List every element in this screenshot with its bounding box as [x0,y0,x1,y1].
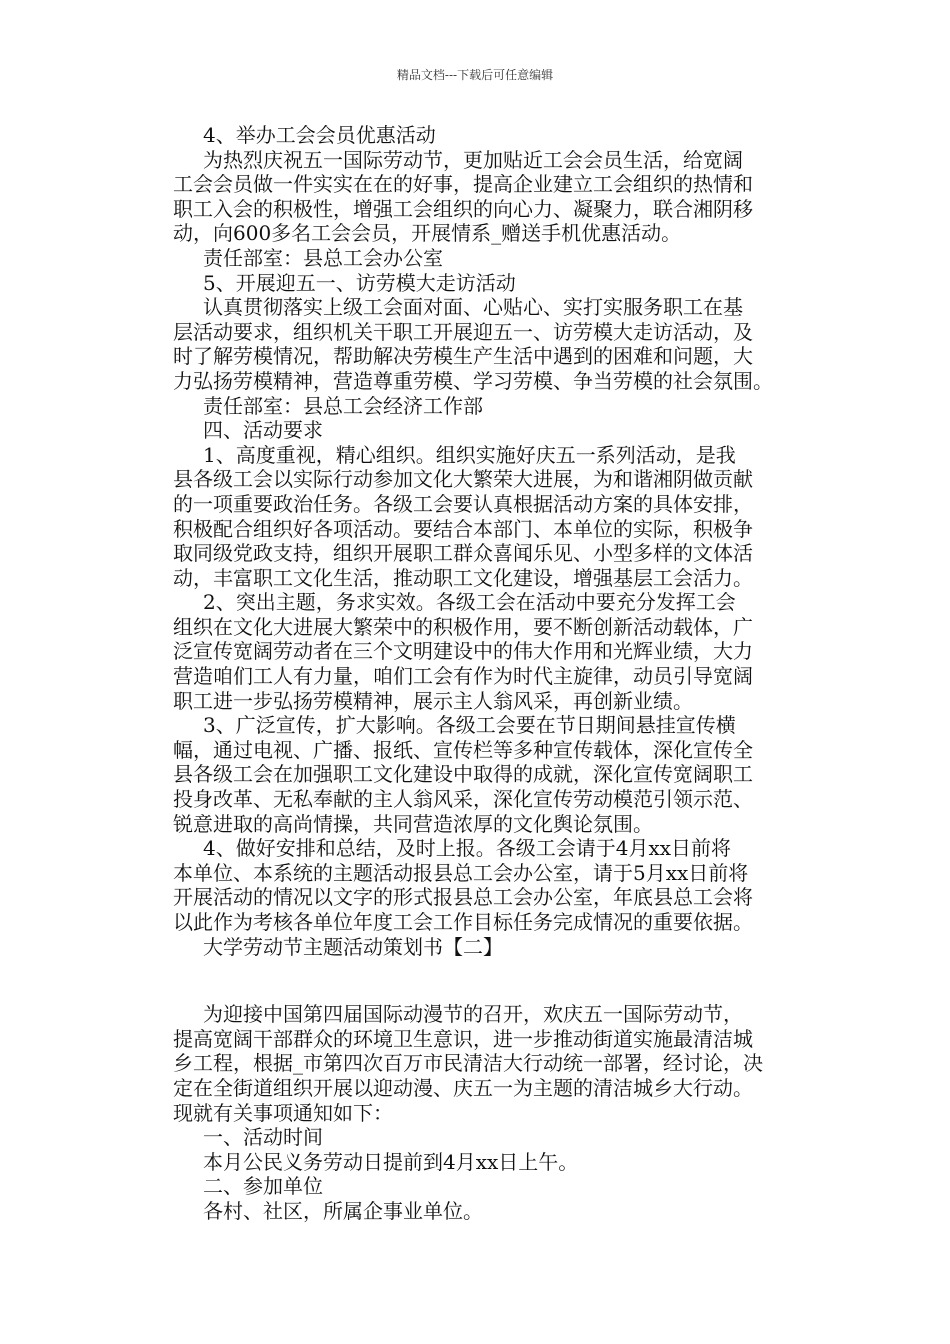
text-line: 开展活动的情况以文字的形式报县总工会办公室，年底县总工会将 [173,885,753,910]
paragraph-gap [173,959,807,1002]
text-line: 本单位、本系统的主题活动报县总工会办公室，请于5月xx日前将 [173,860,749,885]
text-line: 投身改革、无私奉献的主人翁风采，深化宣传劳动模范引领示范、 [173,787,753,812]
text-line: 动，向600多名工会会员，开展情系_赠送手机优惠活动。 [173,221,682,246]
text-line: 现就有关事项通知如下： [173,1100,393,1125]
text-line: 组织在文化大进展大繁荣中的积极作用，要不断创新活动载体，广 [173,614,753,639]
text-line: 动，丰富职工文化生活，推动职工文化建设，增强基层工会活力。 [173,565,753,590]
text-line: 营造咱们工人有力量，咱们工会有作为时代主旋律，动员引导宽阔 [173,664,753,689]
text-line: 4、举办工会会员优惠活动 [203,123,436,147]
text-line: 认真贯彻落实上级工会面对面、心贴心、实打实服务职工在基 [203,295,743,320]
text-line: 锐意进取的高尚情操，共同营造浓厚的文化舆论氛围。 [173,811,653,836]
text-line: 职工入会的积极性，增强工会组织的向心力、凝聚力，联合湘阴移 [173,196,753,221]
text-line: 层活动要求，组织机关干职工开展迎五一、访劳模大走访活动，及 [173,319,753,344]
text-line: 乡工程，根据_市第四次百万市民清洁大行动统一部署，经讨论，决 [173,1051,763,1076]
text-line: 4、做好安排和总结，及时上报。各级工会请于4月xx日前将 [203,836,732,861]
text-line: 提高宽阔干部群众的环境卫生意识，进一步推动街道实施最清洁城 [173,1026,753,1051]
text-line: 定在全街道组织开展以迎动漫、庆五一为主题的清洁城乡大行动。 [173,1075,753,1100]
text-line: 积极配合组织好各项活动。要结合本部门、本单位的实际，积极争 [173,516,753,541]
text-line: 为迎接中国第四届国际动漫节的召开，欢庆五一国际劳动节， [203,1002,743,1027]
text-line: 为热烈庆祝五一国际劳动节，更加贴近工会会员生活，给宽阔 [203,147,743,172]
text-line: 力弘扬劳模精神，营造尊重劳模、学习劳模、争当劳模的社会氛围。 [173,368,773,393]
text-line: 时了解劳模情况，帮助解决劳模生产生活中遇到的困难和问题，大 [173,344,753,369]
text-line: 各村、社区，所属企事业单位。 [203,1198,483,1223]
text-line: 的一项重要政治任务。各级工会要认真根据活动方案的具体安排， [173,491,753,516]
document-body [173,123,807,1224]
section-title: 大学劳动节主题活动策划书【二】 [203,934,503,959]
text-line: 3、广泛宣传，扩大影响。各级工会要在节日期间悬挂宣传横 [203,713,736,738]
page-header: 精品文档---下载后可任意编辑 [396,68,554,82]
text-line: 工会会员做一件实实在在的好事，提高企业建立工会组织的热情和 [173,172,753,197]
text-line: 责任部室：县总工会经济工作部 [203,393,483,418]
text-line: 幅，通过电视、广播、报纸、宣传栏等多种宣传载体，深化宣传全 [173,737,753,762]
text-line: 1、高度重视，精心组织。组织实施好庆五一系列活动，是我 [203,442,736,467]
text-line: 本月公民义务劳动日提前到4月xx日上午。 [203,1149,579,1174]
text-line: 二、参加单位 [203,1174,323,1199]
text-line: 职工进一步弘扬劳模精神，展示主人翁风采，再创新业绩。 [173,688,693,713]
text-line: 5、开展迎五一、访劳模大走访活动 [203,270,516,295]
text-line: 取同级党政支持，组织开展职工群众喜闻乐见、小型多样的文体活 [173,541,753,566]
text-line: 以此作为考核各单位年度工会工作目标任务完成情况的重要依据。 [173,910,753,934]
text-line: 县各级工会在加强职工文化建设中取得的成就，深化宣传宽阔职工 [173,762,753,787]
text-line: 泛宣传宽阔劳动者在三个文明建设中的伟大作用和光辉业绩，大力 [173,639,753,664]
text-line: 一、活动时间 [203,1125,323,1150]
text-line: 责任部室：县总工会办公室 [203,245,443,270]
text-line: 四、活动要求 [203,418,323,443]
text-line: 县各级工会以实际行动参加文化大繁荣大进展，为和谐湘阴做贡献 [173,467,753,492]
text-line: 2、突出主题，务求实效。各级工会在活动中要充分发挥工会 [203,590,736,615]
